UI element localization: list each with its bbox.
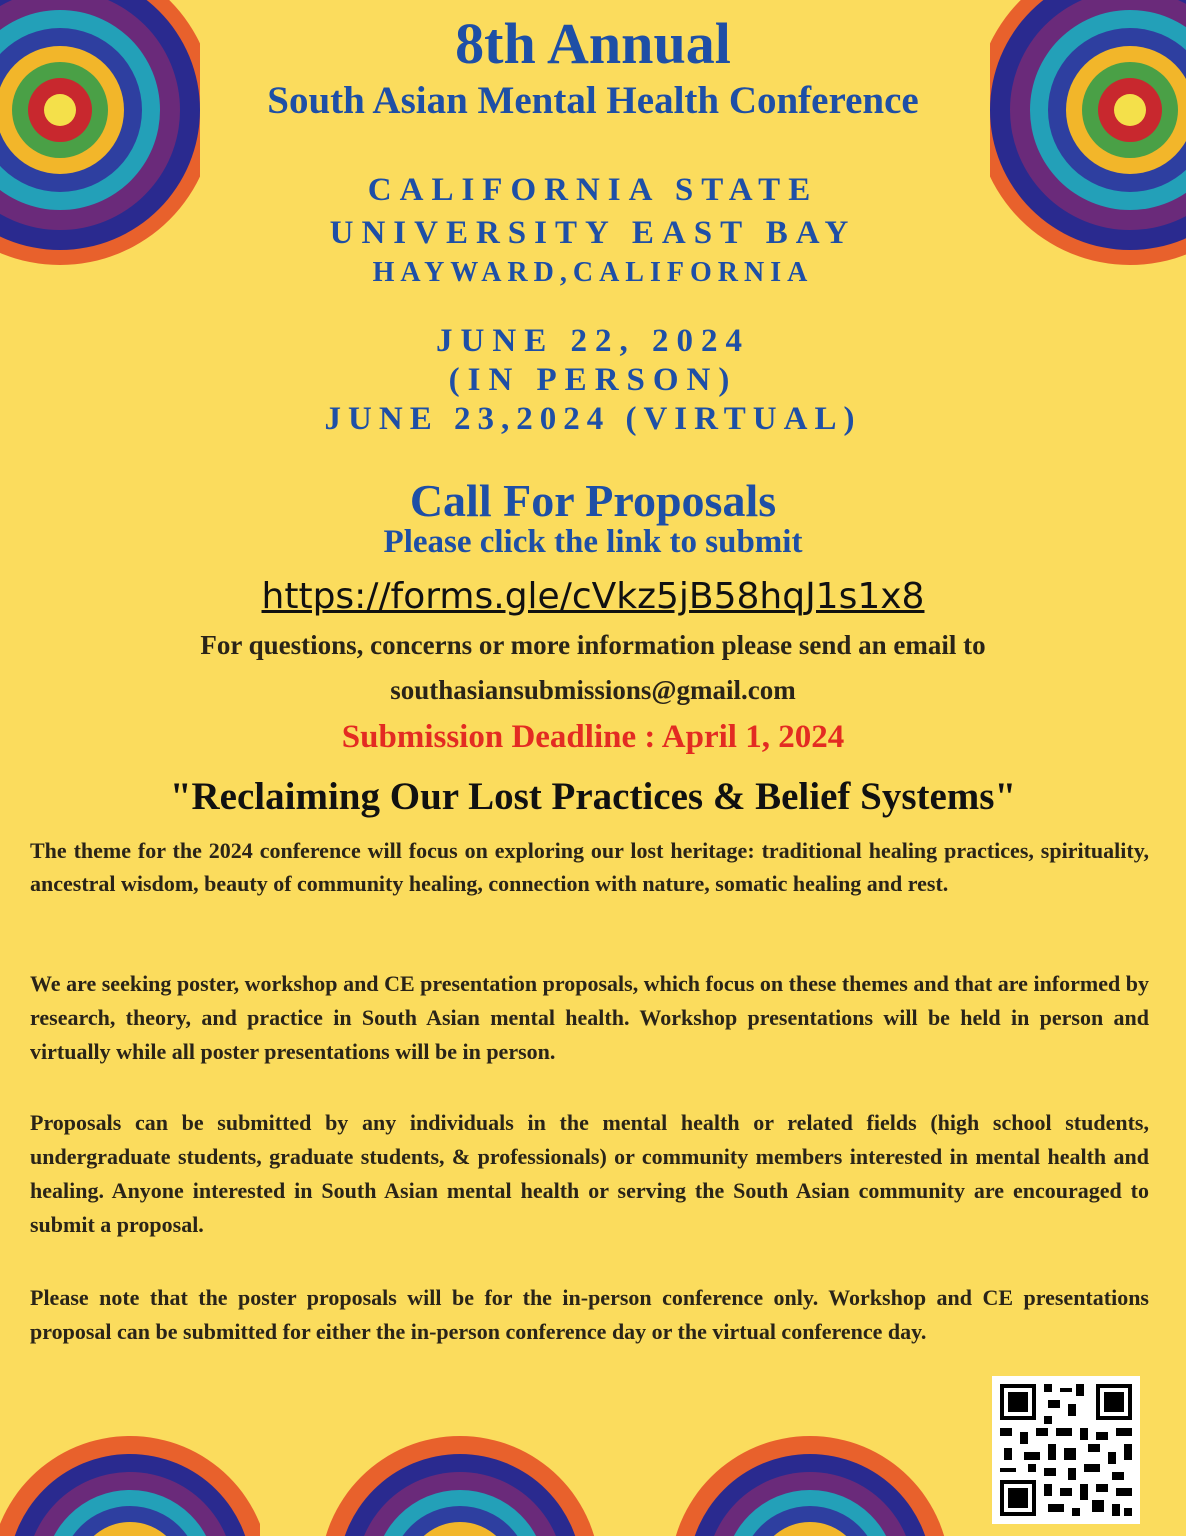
conference-title: South Asian Mental Health Conference: [267, 79, 919, 122]
contact-email[interactable]: southasiansubmissions@gmail.com: [390, 675, 796, 705]
date-line-2: (IN PERSON): [448, 362, 738, 398]
submission-deadline: Submission Deadline : April 1, 2024: [341, 719, 845, 755]
questions-text: For questions, concerns or more information please send an email to: [200, 630, 986, 660]
paragraph-theme: The theme for the 2024 conference will focus on exploring our lost heritage: traditional healing practices, spirituality, ancestral wisdom, beauty of community healing, connection with nature, somatic healing and rest.: [30, 838, 1149, 896]
paragraph-eligibility: Proposals can be submitted by any individuals in the mental health or related fields (high school students, undergraduate students, graduate students, & professionals) or community members interested in mental health and healing. Anyone interested in South Asian mental health or serving the South Asian community are encouraged to submit a proposal.: [30, 1110, 1149, 1237]
qr-code-icon[interactable]: [992, 1376, 1140, 1524]
mandala-bottom-right-icon: [670, 1426, 950, 1536]
location-line-3: HAYWARD,CALIFORNIA: [372, 257, 814, 288]
paragraph-note: Please note that the poster proposals will be for the in-person conference only. Workshop and CE presentations proposal can be submitted for either the in-person conference day or the virtual conference day.: [30, 1285, 1149, 1344]
location-line-1: CALIFORNIA STATE: [367, 172, 819, 208]
location-line-2: UNIVERSITY EAST BAY: [329, 215, 857, 251]
call-for-proposals-title: Call For Proposals: [409, 475, 777, 526]
event-edition: 8th Annual: [455, 11, 731, 76]
date-line-3: JUNE 23,2024 (VIRTUAL): [324, 401, 862, 437]
mandala-bottom-left-icon: [0, 1426, 260, 1536]
paragraph-seeking: We are seeking poster, workshop and CE presentation proposals, which focus on these themes and that are informed by research, theory, and practice in South Asian mental health. Workshop presentations will be held in person and virtually while all poster presentations will be in person.: [30, 971, 1149, 1064]
mandala-bottom-center-icon: [320, 1426, 600, 1536]
theme-title: "Reclaiming Our Lost Practices & Belief Systems": [169, 775, 1017, 818]
submission-form-link[interactable]: https://forms.gle/cVkz5jB58hqJ1s1x8: [261, 576, 925, 617]
date-line-1: JUNE 22, 2024: [436, 323, 750, 359]
submit-instruction: Please click the link to submit: [383, 524, 803, 560]
